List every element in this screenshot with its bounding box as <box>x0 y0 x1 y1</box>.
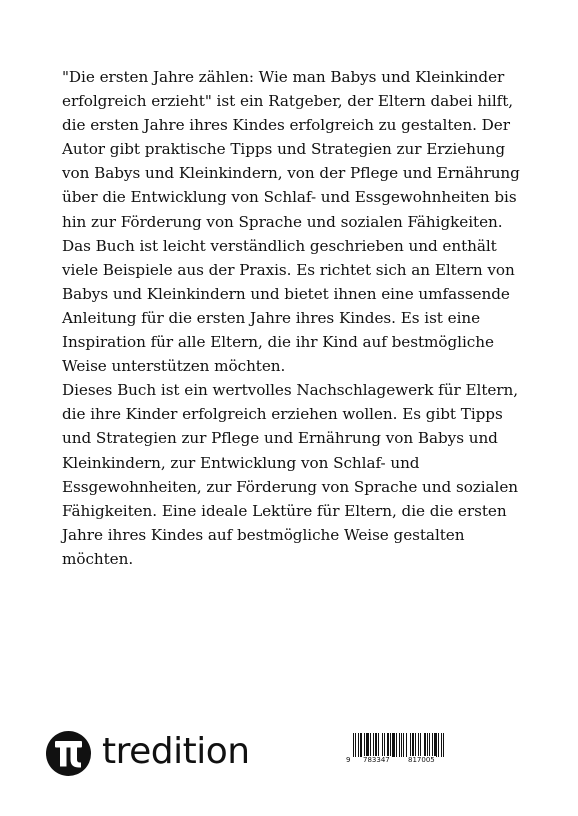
blurb-line: Weise unterstützen möchten. <box>62 357 286 376</box>
blurb-line: Essgewohnheiten, zur Förderung von Sprache und sozialen <box>62 477 519 496</box>
blurb-line: Anleitung für die ersten Jahre ihres Kindes. Es ist eine <box>62 308 481 327</box>
isbn-digits <box>345 756 451 768</box>
blurb-line: über die Entwicklung von Schlaf- und Essgewohnheiten bis <box>62 188 517 207</box>
barcode-digit-group: 9 <box>346 756 351 764</box>
barcode-digit-group: 783347 <box>363 756 390 764</box>
tredition-t-icon <box>46 731 91 776</box>
blurb-line: Jahre ihres Kindes auf bestmögliche Weise gestalten <box>62 525 465 544</box>
blurb-line: die ersten Jahre ihres Kindes erfolgreich zu gestalten. Der <box>62 116 510 135</box>
publisher-name: tredition <box>102 730 250 772</box>
blurb-line: und Strategien zur Pflege und Ernährung von Babys und <box>62 429 498 448</box>
blurb-line: Babys und Kleinkindern und bietet ihnen eine umfassende <box>62 284 510 303</box>
blurb-line: die ihre Kinder erfolgreich erziehen wollen. Es gibt Tipps <box>62 405 503 424</box>
blurb-line: Fähigkeiten. Eine ideale Lektüre für Eltern, die die ersten <box>62 501 507 520</box>
back-cover-blurb <box>62 65 520 571</box>
blurb-line: möchten. <box>62 549 134 568</box>
blurb-line: viele Beispiele aus der Praxis. Es richtet sich an Eltern von <box>62 260 515 279</box>
blurb-line: Autor gibt praktische Tipps und Strategien zur Erziehung <box>62 140 505 159</box>
blurb-line: Dieses Buch ist ein wertvolles Nachschlagewerk für Eltern, <box>62 381 519 400</box>
blurb-line: Inspiration für alle Eltern, die ihr Kind auf bestmögliche <box>62 333 494 352</box>
blurb-line: hin zur Förderung von Sprache und sozialen Fähigkeiten. <box>62 212 503 231</box>
blurb-paragraph-2 <box>62 378 519 571</box>
blurb-line: "Die ersten Jahre zählen: Wie man Babys und Kleinkinder <box>62 68 505 86</box>
blurb-line: Kleinkindern, zur Entwicklung von Schlaf- und <box>62 453 420 472</box>
blurb-line: erfolgreich erzieht" ist ein Ratgeber, der Eltern dabei hilft, <box>62 92 514 111</box>
blurb-paragraph-1 <box>62 65 520 378</box>
blurb-line: von Babys und Kleinkindern, von der Pflege und Ernährung <box>62 164 520 183</box>
barcode-digit-group: 817005 <box>408 756 435 764</box>
publisher-logo <box>46 731 250 776</box>
blurb-line: Das Buch ist leicht verständlich geschrieben und enthält <box>62 236 497 255</box>
